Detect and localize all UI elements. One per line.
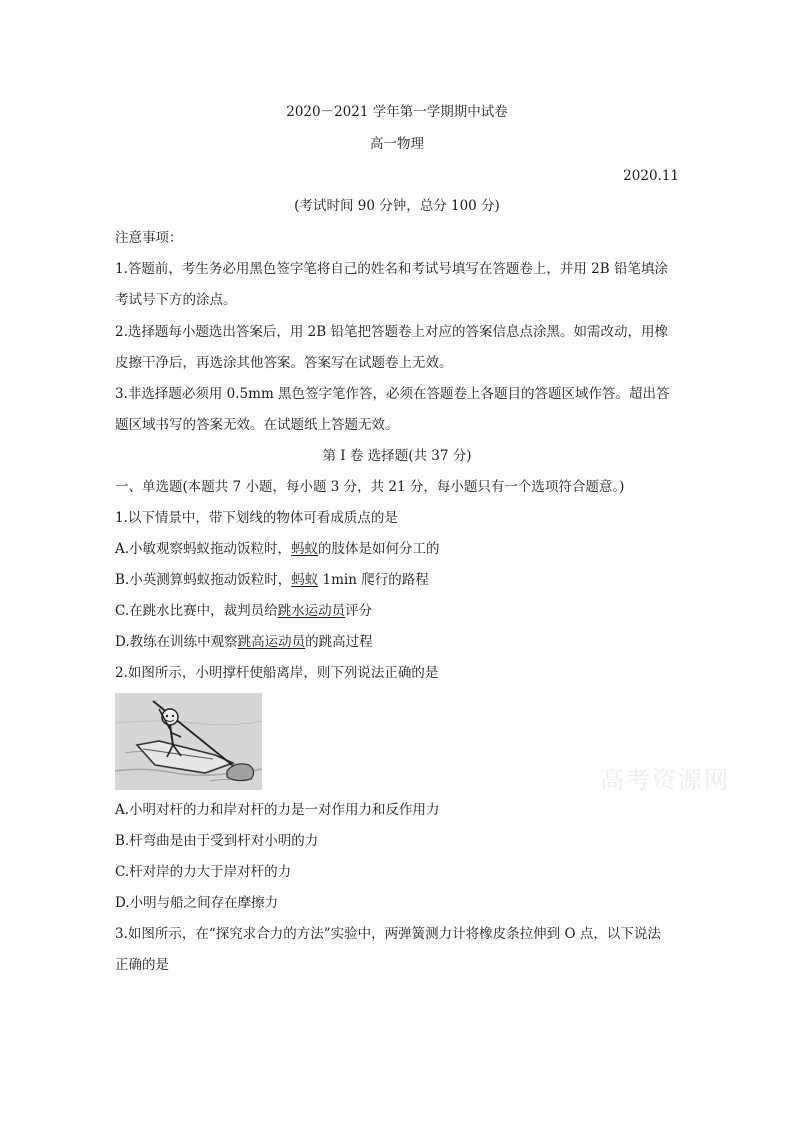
notice-heading: 注意事项： bbox=[115, 230, 183, 246]
option-text: 的跳高过程 bbox=[305, 634, 373, 650]
notice-item-3-line-2: 题区域书写的答案无效。在试题纸上答题无效。 bbox=[115, 417, 399, 433]
option-text: 评分 bbox=[345, 603, 373, 619]
option-text: 的肢体是如何分工的 bbox=[318, 541, 440, 557]
exam-title: 2020－2021 学年第一学期期中试卷 bbox=[286, 104, 508, 120]
notice-item-1-line-2: 考试号下方的涂点。 bbox=[115, 292, 237, 308]
question-2-option-d: D.小明与船之间存在摩擦力 bbox=[115, 895, 279, 911]
boat-pole-figure bbox=[115, 693, 262, 790]
notice-item-3-line-1: 3.非选择题必须用 0.5mm 黑色签字笔作答，必须在答题卷上各题目的答题区域作答。超出答 bbox=[115, 386, 670, 402]
notice-item-2-line-1: 2.选择题每小题选出答案后，用 2B 铅笔把答题卷上对应的答案信息点涂黑。如需改动，用橡 bbox=[115, 324, 668, 340]
question-1-option-a bbox=[115, 540, 440, 558]
option-text: C.在跳水比赛中，裁判员给 bbox=[115, 603, 278, 619]
question-1-stem: 1.以下情景中，带下划线的物体可看成质点的是 bbox=[115, 510, 398, 526]
question-2-option-a: A.小明对杆的力和岸对杆的力是一对作用力和反作用力 bbox=[115, 802, 440, 818]
question-3-stem-line-2: 正确的是 bbox=[115, 957, 169, 973]
question-2-option-c: C.杆对岸的力大于岸对杆的力 bbox=[115, 864, 292, 880]
notice-item-2-line-2: 皮擦干净后，再选涂其他答案。答案写在试题卷上无效。 bbox=[115, 355, 453, 371]
question-1-option-d bbox=[115, 633, 373, 651]
underlined-object: 蚂蚁 bbox=[291, 541, 319, 557]
underlined-object: 跳水运动员 bbox=[277, 603, 346, 619]
subject-title: 高一物理 bbox=[370, 136, 424, 152]
underlined-object: 蚂蚁 bbox=[291, 572, 319, 588]
exam-info: (考试时间 90 分钟，总分 100 分) bbox=[294, 198, 500, 214]
notice-item-1-line-1: 1.答题前，考生务必用黑色签字笔将自己的姓名和考试号填写在答题卷上，并用 2B 铅笔填涂 bbox=[115, 261, 668, 277]
option-text: B.小英测算蚂蚁拖动饭粒时， bbox=[115, 572, 292, 588]
part-one-instructions: 一、单选题(本题共 7 小题，每小题 3 分，共 21 分，每小题只有一个选项符合题意。) bbox=[115, 479, 625, 495]
option-text: 1min 爬行的路程 bbox=[318, 572, 429, 588]
question-2-stem: 2.如图所示，小明撑杆使船离岸，则下列说法正确的是 bbox=[115, 665, 439, 681]
section-title: 第 I 卷 选择题(共 37 分) bbox=[322, 448, 472, 464]
question-1-option-b bbox=[115, 571, 429, 589]
boat-illustration bbox=[115, 693, 262, 790]
option-text: D.教练在训练中观察 bbox=[115, 634, 238, 650]
exam-date: 2020.11 bbox=[623, 168, 679, 184]
watermark-text: 高考资源网 bbox=[600, 766, 730, 794]
underlined-object: 跳高运动员 bbox=[237, 634, 306, 650]
question-2-option-b: B.杆弯曲是由于受到杆对小明的力 bbox=[115, 833, 319, 849]
option-text: A.小敏观察蚂蚁拖动饭粒时， bbox=[115, 541, 292, 557]
question-1-option-c bbox=[115, 602, 372, 620]
question-3-stem-line-1: 3.如图所示，在“探究求合力的方法”实验中，两弹簧测力计将橡皮条拉伸到 O 点，以下说法 bbox=[115, 926, 661, 942]
